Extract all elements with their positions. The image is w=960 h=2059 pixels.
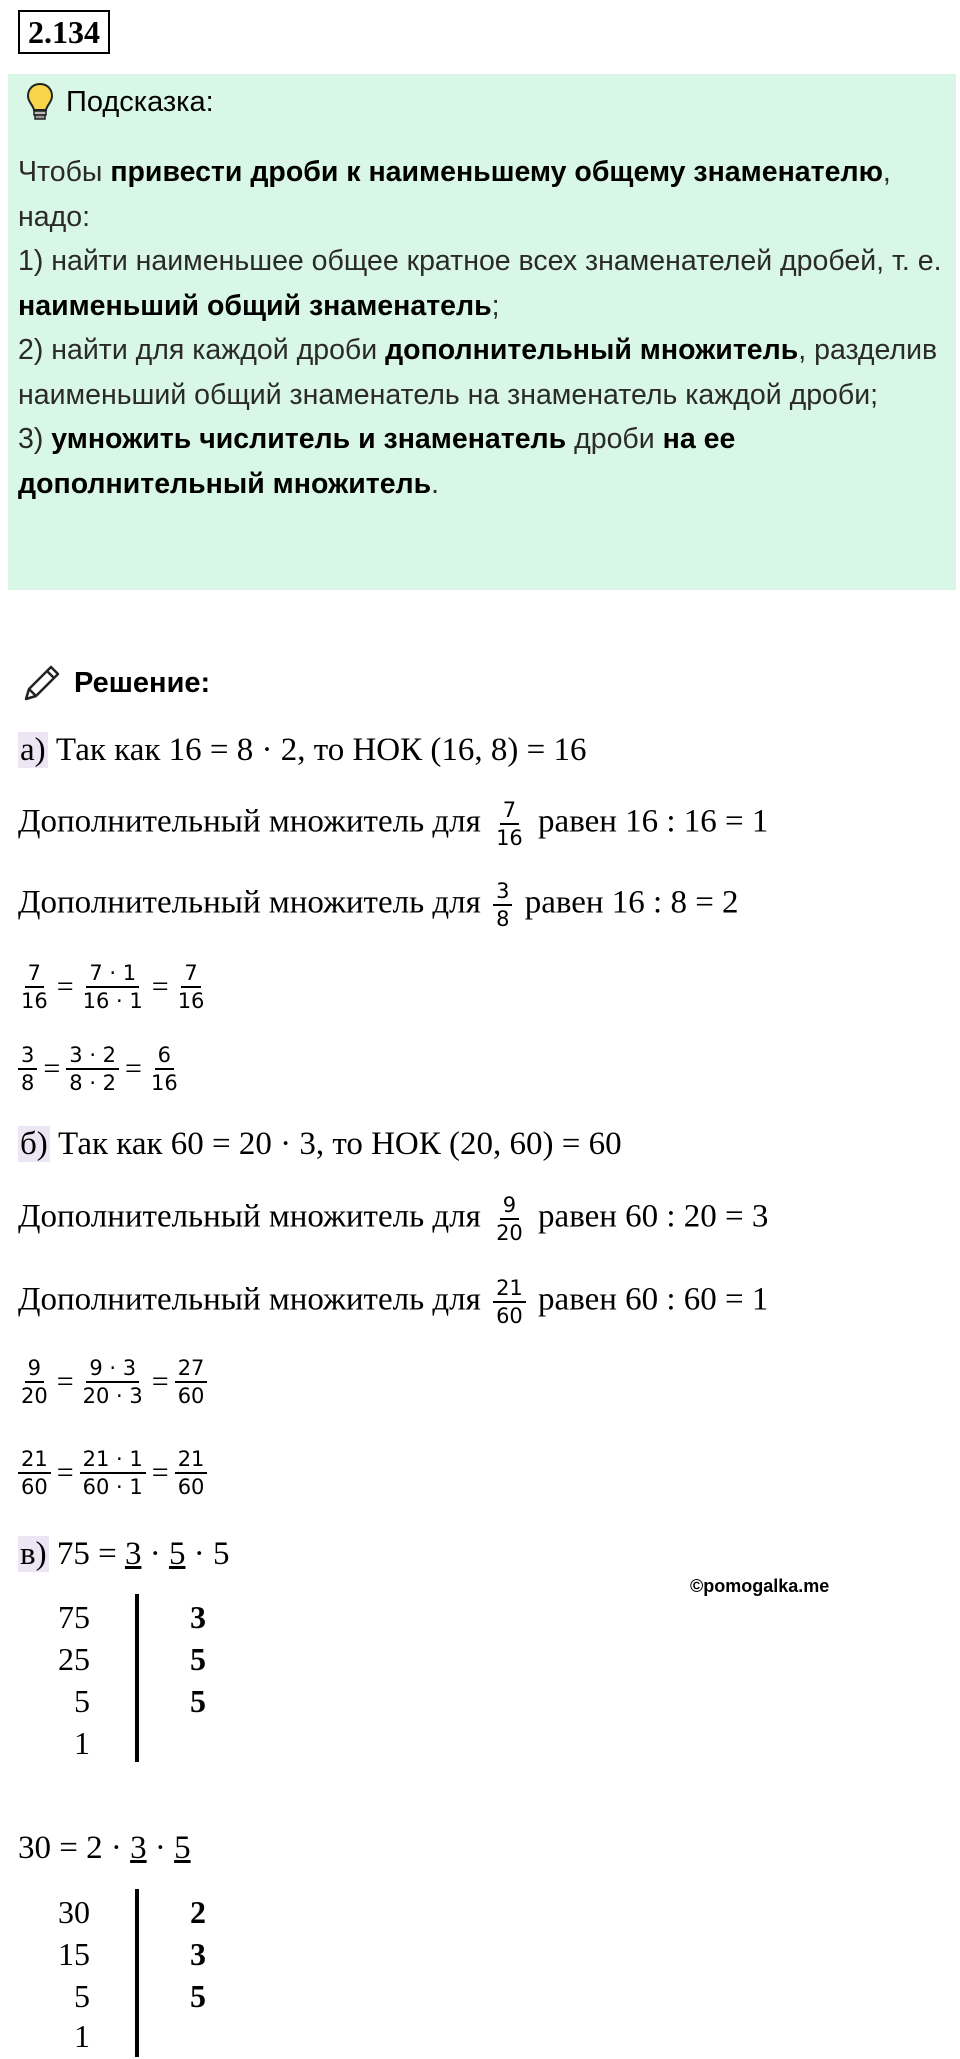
prime-factor: 3 <box>190 1936 206 1972</box>
hint-text-segment: 1) найти наименьшее общее кратное всех знаменателей дробей, т. е. <box>18 245 942 277</box>
fraction: $\frac{27}{60}$ <box>175 1355 208 1409</box>
part-v-heading: в) 75 = 3 · 5 · 5 <box>20 1536 230 1572</box>
hint-text-segment: дроби <box>566 423 663 455</box>
factor-table-divider <box>135 1889 139 2057</box>
dividend: 25 <box>58 1641 90 1677</box>
factor-result: равен 60 : 60 = 1 <box>538 1281 769 1318</box>
part-b-equation-1 <box>18 1355 207 1409</box>
part-v-line-2: 30 = 2 · 3 · 5 <box>18 1830 191 1866</box>
part-a-factor-1 <box>18 797 768 851</box>
fraction: $\frac{7 \cdot 1}{16 \cdot 1}$ <box>82 961 143 1013</box>
hint-text-segment: , надо: <box>18 156 891 233</box>
task-number: 2.134 <box>18 10 110 54</box>
fraction: $\frac{9}{20}$ <box>496 1193 523 1245</box>
hint-text-segment: . <box>431 467 440 500</box>
factor-result: равен 60 : 20 = 3 <box>538 1198 769 1235</box>
factor-prefix: Дополнительный множитель для <box>18 1198 481 1235</box>
underlined-factor: 5 <box>174 1830 191 1866</box>
part-b-factor-2 <box>18 1275 768 1329</box>
fraction: $\frac{9}{20}$ <box>21 1356 48 1408</box>
hint-text <box>18 150 948 506</box>
underlined-factor: 3 <box>130 1830 147 1866</box>
fraction: $\frac{3}{8}$ <box>18 1042 37 1096</box>
underlined-factor: 3 <box>124 1536 142 1572</box>
dividend: 5 <box>74 1978 90 2014</box>
fraction: $\frac{21}{60}$ <box>493 1275 526 1329</box>
factor-prefix: Дополнительный множитель для <box>18 803 481 840</box>
part-a-equation-1 <box>18 960 207 1014</box>
part-a-equation-2 <box>18 1042 181 1096</box>
part-a-heading <box>18 730 586 770</box>
equals-sign: = <box>56 1456 74 1489</box>
equals-sign: = <box>56 1365 74 1398</box>
equals-sign: = <box>56 970 74 1003</box>
prime-factor: 5 <box>190 1641 206 1677</box>
fraction: $\frac{7}{16}$ <box>177 961 205 1013</box>
equals-sign: = <box>125 1052 142 1085</box>
hint-title-text: Подсказка: <box>66 85 214 118</box>
solution-title <box>20 658 210 708</box>
hint-emphasis: умножить числитель и знаменатель <box>51 423 567 455</box>
part-a-label: а) <box>20 732 46 768</box>
part-a-factor-2 <box>18 878 739 932</box>
factor-table-divider <box>135 1594 139 1762</box>
prime-factor: 3 <box>190 1599 206 1635</box>
factor-result: равен 16 : 16 = 1 <box>538 803 769 840</box>
dividend: 15 <box>58 1936 90 1972</box>
dividend: 5 <box>74 1683 90 1719</box>
fraction: $\frac{21}{60}$ <box>175 1446 208 1500</box>
solution-title-text: Решение: <box>74 666 211 699</box>
part-b-equation-2 <box>18 1446 207 1500</box>
dividend: 75 <box>58 1599 90 1635</box>
hint-emphasis: дополнительный множитель <box>385 334 799 366</box>
dividend: 30 <box>58 1894 90 1930</box>
equals-sign: = <box>151 1365 169 1398</box>
prime-factor: 5 <box>190 1978 206 2014</box>
fraction: $\frac{21}{60}$ <box>18 1446 51 1500</box>
dividend: 1 <box>74 1725 90 1761</box>
hint-text-segment: Чтобы <box>18 156 111 188</box>
factor-prefix: Дополнительный множитель для <box>18 1281 481 1318</box>
part-b-heading <box>18 1124 622 1164</box>
dividend: 1 <box>74 2018 90 2054</box>
hint-emphasis: на ее дополнительный множитель <box>18 423 736 500</box>
hint-text-segment: 2) найти для каждой дроби <box>18 334 386 366</box>
hint-text-segment: 3) <box>18 423 52 455</box>
hint-text-segment: ; <box>491 289 500 322</box>
fraction: $\frac{7}{16}$ <box>21 961 48 1013</box>
fraction: $\frac{9 \cdot 3}{20 \cdot 3}$ <box>82 1356 143 1408</box>
equals-sign: = <box>151 1456 169 1489</box>
hint-emphasis: привести дроби к наименьшему общему знаменателю <box>110 156 883 188</box>
fraction: $\frac{6}{16}$ <box>150 1043 178 1095</box>
prime-factor: 2 <box>190 1894 206 1930</box>
fraction: $\frac{3 \cdot 2}{8 \cdot 2}$ <box>66 1042 119 1096</box>
part-b-label: б) <box>20 1126 48 1162</box>
equals-sign: = <box>43 1052 61 1085</box>
equals-sign: = <box>151 970 169 1003</box>
part-v-label: в) <box>20 1536 47 1572</box>
prime-factor: 5 <box>190 1683 206 1719</box>
hint-emphasis: наименьший общий знаменатель <box>18 289 492 322</box>
watermark: ©pomogalka.me <box>690 1576 830 1596</box>
part-a-text: Так как 16 = 8 · 2, то НОК (16, 8) = 16 <box>47 732 587 768</box>
pencil-icon <box>20 661 64 705</box>
part-b-text: Так как 60 = 20 · 3, то НОК (20, 60) = 60 <box>49 1126 622 1162</box>
factor-result: равен 16 : 8 = 2 <box>524 884 739 921</box>
hint-title <box>26 80 214 124</box>
lightbulb-icon <box>26 82 54 122</box>
underlined-factor: 5 <box>168 1536 186 1572</box>
hint-text-segment: , разделив наименьший общий знаменатель на знаменатель каждой дроби; <box>18 334 938 411</box>
fraction: $\frac{7}{16}$ <box>496 798 523 850</box>
factor-prefix: Дополнительный множитель для <box>18 884 481 921</box>
fraction: $\frac{21 \cdot 1}{60 \cdot 1}$ <box>80 1446 146 1500</box>
part-b-factor-1 <box>18 1192 768 1246</box>
fraction: $\frac{3}{8}$ <box>493 878 512 932</box>
